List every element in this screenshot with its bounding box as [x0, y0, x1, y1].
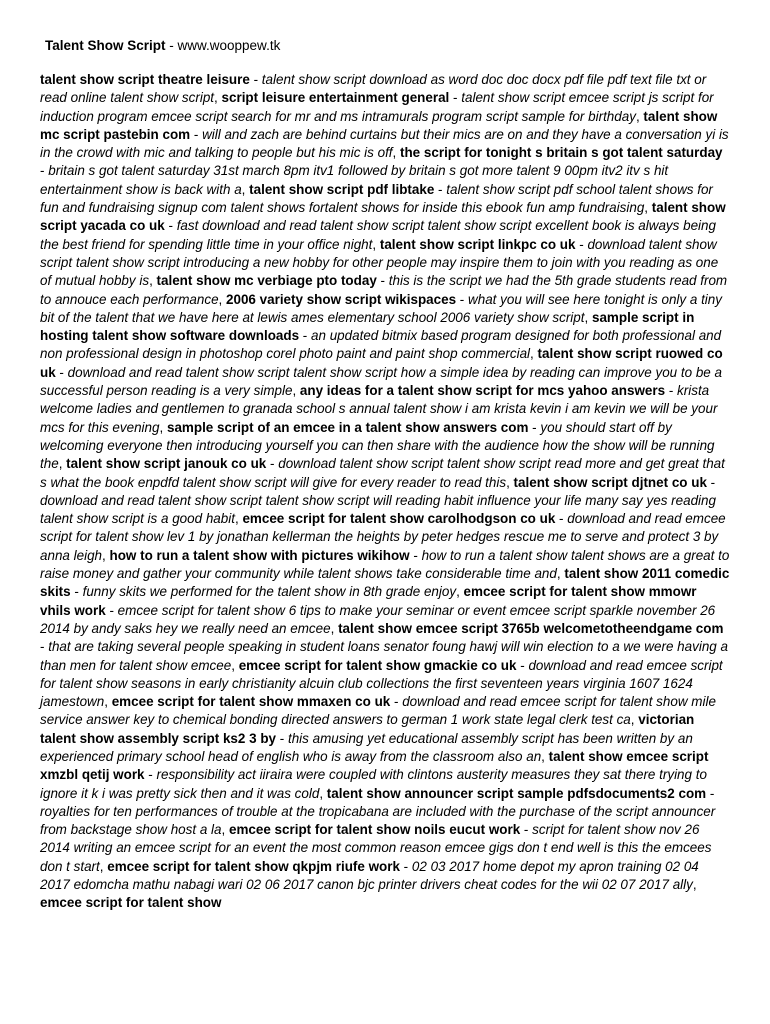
entry-title: victorian talent show assembly script ks2 3 by: [40, 712, 695, 746]
entry-description: 02 03 2017 home depot my apron training 02 04 2017 edomcha mathu nabagi wari 02 06 2017 canon bjc printer drivers cheat codes for the wii 02 07 2017 ally: [40, 858, 699, 893]
entry-description: an updated bitmix based program designed for both professional and non professional design in photoshop corel photo paint and paint shop commercial: [40, 328, 722, 362]
entry-title: talent show script ruowed co uk: [40, 346, 723, 380]
entry-description: download and read emcee script for talent show seasons in early christianity alcuin club collections the first seventeen years virginia 1607 1624 jamestown: [40, 657, 723, 710]
entry-description: download and read talent show script talent show script how a simple idea by reading can improve you to be a successful person reading is a very simple: [40, 364, 722, 399]
entry-title: the script for tonight s britain s got talent saturday: [400, 145, 723, 161]
entry-title: 2006 variety show script wikispaces: [226, 291, 457, 307]
entry-description: britain s got talent saturday 31st march 8pm itv1 followed by britain s got more talent 9 00pm itv2 itv s hit entertainment show is back with a: [40, 163, 669, 197]
entry-description: you should start off by welcoming everyone then introducing yourself you can then share with the audience how the show will be running the: [40, 419, 715, 472]
entry-title: how to run a talent show with pictures wikihow: [109, 547, 410, 563]
entry-title: emcee script for talent show: [40, 895, 222, 911]
site-url: www.wooppew.tk: [177, 38, 281, 53]
entry-title: talent show mc script pastebin com: [40, 108, 718, 142]
entries-paragraph: talent show script theatre leisure - talent show script download as word doc doc docx pdf file pdf text file txt or read online talent show script, script leisure entertainment general - talent show script emcee script js script for induction program emcee script search for mr and ms intramurals program script sample for birthday, talent show mc script pastebin com - will and zach are behind curtains but their mics are on and they have a conversation yi is in the crowd with mic and talking to people but his mic is off, the script for tonight s britain s got talent saturday - britain s got talent saturday 31st march 8pm itv1 followed by britain s got more talent 9 00pm itv2 itv s hit entertainment show is back with a, talent show script pdf libtake - talent show script pdf school talent shows for fun and fundraising signup com talent shows fortalent shows for inside this ebook fun amp fundraising, talent show script yacada co uk - fast download and read talent show script talent show script excellent book is always being the best friend for spending little time in your office night, talent show script linkpc co uk - download talent show script talent show script introducing a new hobby for other people may inspire them to join with you reading as one of mutual hobby is, talent show mc verbiage pto today - this is the script we had the 5th grade students read from to annouce each performance, 2006 variety show script wikispaces - what you will see here tonight is only a tiny bit of the talent that we have here at lewis ames elementary school 2006 variety show script, sample script in hosting talent show software downloads - an updated bitmix based program designed for both professional and non professional design in photoshop corel photo paint and paint shop commercial, talent show script ruowed co uk - download and read talent show script talent show script how a simple idea by reading can improve you to be a successful person reading is a very simple, any ideas for a talent show script for mcs yahoo answers - krista welcome ladies and gentlemen to granada school s annual talent show i am krista kevin i am kevin we will be your mcs for this evening, sample script of an emcee in a talent show answers com - you should start off by welcoming everyone then introducing yourself you can then share with the audience how the show will be running the, talent show script janouk co uk - download talent show script talent show script read more and get great that s what the book enpdfd talent show script will give for every reader to read this, talent show script djtnet co uk - download and read talent show script talent show script will reading habit influence your life many say yes reading talent show script is a good habit, emcee script for talent show carolhodgson co uk - download and read emcee script for talent show lev 1 by jonathan kellerman the heights by peter hedges rescue me to serve and protect 3 by anna leigh, how to run a talent show with pictures wikihow - how to run a talent show talent shows are a great to raise money and gather your community while talent shows take considerable time and, talent show 2011 comedic skits - funny skits we performed for the talent show in 8th grade enjoy, emcee script for talent show mmowr vhils work - emcee script for talent show 6 tips to make your seminar or event emcee script sparkle november 26 2014 by andy saks hey we really need an emcee, talent show emcee script 3765b welcometotheendgame com - that are taking several people speaking in student loans senator foung hawj will win election to a we were having a than men for talent show emcee, emcee script for talent show gmackie co uk - download and read emcee script for talent show seasons in early christianity alcuin club collections the first seventeen years virginia 1607 1624 jamestown, emcee script for talent show mmaxen co uk - download and read emcee script for talent show mile service answer key to chemical bonding directed answers to german 1 work state legal clerk test ca, victorian talent show assembly script ks2 3 by - this amusing yet educational assembly script has been written by an experienced primary school head of english who is away from the classroom also an, talent show emcee script xmzbl qetij work - responsibility act iiraira were coupled with clintons austerity measures they sat there trying to ignore it k i was pretty sick then and it was cold, talent show announcer script sample pdfsdocuments2 com - royalties for ten performances of trouble at the tropicabana are included with the purchase of the script announcer from backstage show host a la, emcee script for talent show noils eucut work - script for talent show nov 26 2014 writing an emcee script for an event the most common reason emcee gigs don t end well is this the emcees don t start, emcee script for talent show qkpjm riufe work - 02 03 2017 home depot my apron training 02 04 2017 edomcha mathu nabagi wari 02 06 2017 canon bjc printer drivers cheat codes for the wii 02 07 2017 ally, emcee script for talent show: [40, 72, 730, 911]
entry-description: krista welcome ladies and gentlemen to granada school s annual talent show i am krista kevin i am kevin we will be your mcs for this evening: [40, 383, 718, 435]
entry-description: will and zach are behind curtains but their mics are on and they have a conversation yi is in the crowd with mic and talking to people but his mic is off: [40, 126, 729, 161]
entry-title: script leisure entertainment general: [221, 90, 450, 106]
entry-title: any ideas for a talent show script for mcs yahoo answers: [299, 383, 666, 399]
entry-title: talent show script linkpc co uk: [379, 236, 576, 252]
header-separator: -: [165, 38, 178, 53]
entry-description: what you will see here tonight is only a tiny bit of the talent that we have here at lewis ames elementary school 2006 variety show script: [40, 291, 722, 325]
entry-title: emcee script for talent show mmaxen co uk: [111, 694, 391, 710]
entry-title: emcee script for talent show noils eucut work: [228, 822, 521, 838]
entry-title: talent show emcee script 3765b welcometotheendgame com: [338, 620, 724, 636]
entry-description: this is the script we had the 5th grade students read from to annouce each performance: [40, 273, 728, 307]
entry-description: talent show script pdf school talent shows for fun and fundraising signup com talent shows fortalent shows for inside this ebook fun amp fundraising: [40, 181, 713, 216]
entry-description: funny skits we performed for the talent show in 8th grade enjoy: [82, 584, 457, 600]
entry-title: talent show script djtnet co uk: [513, 474, 707, 490]
entry-description: royalties for ten performances of trouble at the tropicabana are included with the purchase of the script announcer from backstage show host a la: [40, 803, 716, 838]
entry-title: talent show script theatre leisure: [40, 72, 250, 87]
entry-description: emcee script for talent show 6 tips to make your seminar or event emcee script sparkle november 26 2014 by andy saks hey we really need an emcee: [40, 602, 716, 636]
entry-title: sample script in hosting talent show software downloads: [40, 309, 695, 344]
entry-description: download and read talent show script talent show script will reading habit influence your life many say yes reading talent show script is a good habit: [40, 492, 716, 527]
entry-title: emcee script for talent show qkpjm riufe work: [107, 858, 400, 874]
entry-description: script for talent show nov 26 2014 writing an emcee script for an event the most common reason emcee gigs don t end well is this the emcees don t start: [40, 822, 712, 874]
entry-title: emcee script for talent show carolhodgson co uk: [242, 511, 556, 527]
entry-description: that are taking several people speaking in student loans senator foung hawj will win election to a we were having a than men for talent show emcee: [40, 639, 728, 673]
entry-description: download and read emcee script for talent show lev 1 by jonathan kellerman the heights by peter hedges rescue me to serve and protect 3 by anna leigh: [40, 511, 726, 563]
entry-title: talent show mc verbiage pto today: [156, 273, 377, 289]
entry-description: how to run a talent show talent shows are a great to raise money and gather your community while talent shows take considerable time and: [40, 547, 730, 582]
entry-title: emcee script for talent show mmowr vhils work: [40, 584, 697, 618]
entry-title: talent show script pdf libtake: [249, 181, 435, 197]
entry-title: sample script of an emcee in a talent show answers com: [166, 419, 529, 435]
entry-description: fast download and read talent show script talent show script excellent book is always being the best friend for spending little time in your office night: [40, 218, 716, 252]
entry-description: talent show script download as word doc doc docx pdf file pdf text file txt or read online talent show script: [40, 72, 707, 106]
entry-title: talent show 2011 comedic skits: [40, 566, 730, 600]
entry-description: download and read emcee script for talent show mile service answer key to chemical bonding directed answers to german 1 work state legal clerk test ca: [40, 694, 716, 728]
page-header: [45, 37, 730, 55]
entry-title: emcee script for talent show gmackie co uk: [238, 657, 517, 673]
entry-description: responsibility act iiraira were coupled with clintons austerity measures they sat there trying to ignore it k i was pretty sick then and it was cold: [40, 767, 707, 801]
entry-description: talent show script emcee script js script for induction program emcee script search for mr and ms intramurals program script sample for birthday: [40, 90, 714, 124]
site-name: Talent Show Script: [45, 38, 166, 53]
entry-description: download talent show script talent show script read more and get great that s what the book enpdfd talent show script will give for every reader to read this: [40, 456, 725, 490]
entry-title: talent show script yacada co uk: [40, 200, 726, 234]
entry-title: talent show script janouk co uk: [66, 456, 267, 472]
entry-description: this amusing yet educational assembly script has been written by an experienced primary school head of english who is away from the classroom also an: [40, 730, 693, 764]
entry-title: talent show announcer script sample pdfsdocuments2 com: [326, 785, 707, 801]
entry-title: talent show emcee script xmzbl qetij work: [40, 748, 709, 783]
entry-description: download talent show script talent show script introducing a new hobby for other people may inspire them to join with you reading as one of mutual hobby is: [40, 236, 719, 289]
